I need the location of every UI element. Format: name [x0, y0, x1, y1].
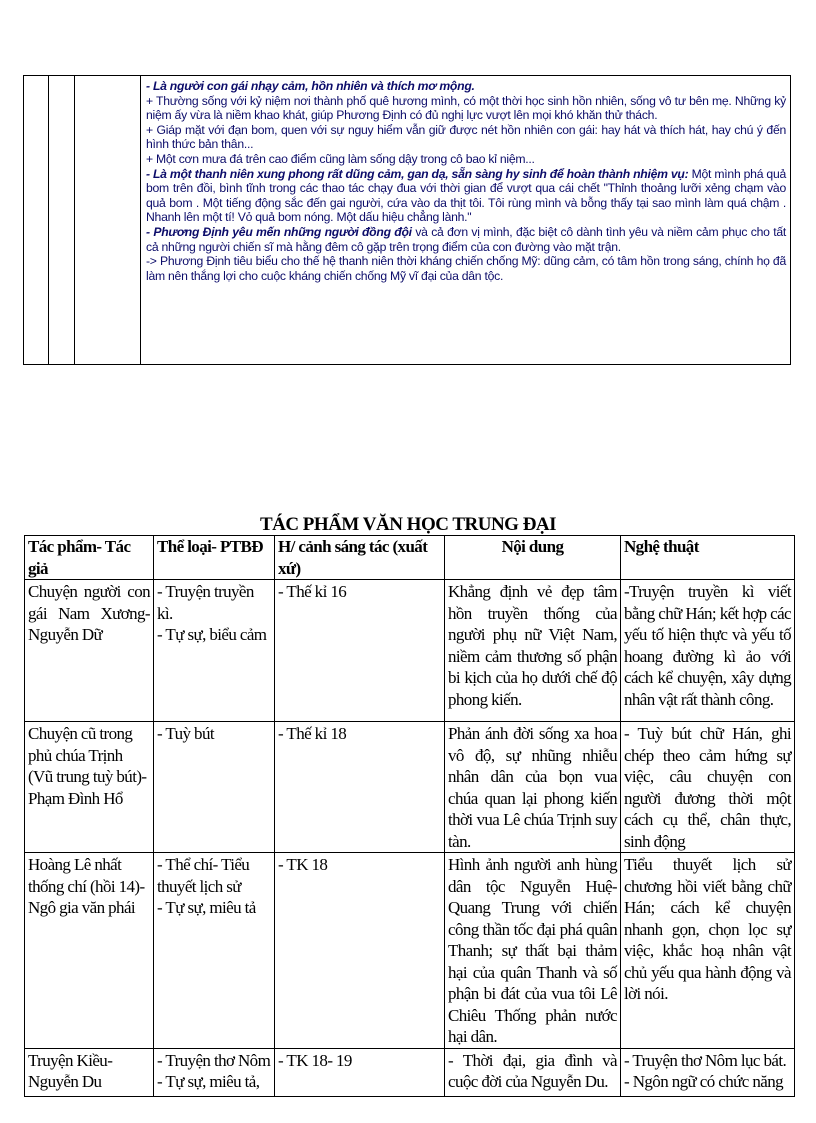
header-context: H/ cảnh sáng tác (xuất xứ): [275, 536, 445, 580]
top-paragraph: - Là người con gái nhạy cảm, hồn nhiên và thích mơ mộng.: [146, 79, 475, 93]
cell-art: - Tuỳ bút chữ Hán, ghi chép theo cảm hứng sự việc, câu chuyện con người đương thời một cách cụ thể, chân thực, sinh động: [621, 722, 795, 853]
cell-context: - TK 18- 19: [275, 1048, 445, 1096]
top-table-content: [146, 79, 786, 283]
cell-work: Truyện Kiều- Nguyễn Du: [25, 1048, 154, 1096]
header-art: Nghệ thuật: [621, 536, 795, 580]
cell-context: - Thế kỉ 18: [275, 722, 445, 853]
cell-context: - Thế kỉ 16: [275, 580, 445, 722]
top-table-col-2: [49, 76, 75, 364]
literature-table: [24, 535, 795, 1097]
cell-work: Chuyện người con gái Nam Xương- Nguyễn Dữ: [25, 580, 154, 722]
top-table-col-3: [75, 76, 141, 364]
cell-content: Khẳng định vẻ đẹp tâm hồn truyền thống của người phụ nữ Việt Nam, niềm cảm thương số phận bi kịch của họ dưới chế độ phong kiến.: [445, 580, 621, 722]
cell-content: Phản ánh đời sống xa hoa vô độ, sự nhũng nhiễu nhân dân của bọn vua chúa quan lại phong kiến thời vua Lê chúa Trịnh suy tàn.: [445, 722, 621, 853]
top-paragraph: + Giáp mặt với đạn bom, quen với sự nguy hiểm vẫn giữ được nét hồn nhiên con gái: hay hát và thích hát, hay chú ý đến hình thức bản thân...: [146, 122, 786, 152]
cell-content: - Thời đại, gia đình và cuộc đời của Nguyễn Du.: [445, 1048, 621, 1096]
table-row: [25, 853, 795, 1049]
table-row: [25, 580, 795, 722]
top-paragraph: - Phương Định yêu mến những người đồng đội và cả đơn vị mình, đặc biệt cô dành tình yêu và niềm cảm phục cho tất cả những người chiến sĩ mà hằng đêm cô gặp trên trọng điểm của con đường vào mặt trận.: [146, 224, 786, 254]
header-content: Nội dung: [445, 536, 621, 580]
cell-content: Hình ảnh người anh hùng dân tộc Nguyễn Huệ- Quang Trung với chiến công thần tốc đại phá quân Thanh; sự thất bại thảm hại của quân Thanh và số phận bi đát của vua tôi Lê Chiêu Thống phản nước hại dân.: [445, 853, 621, 1049]
table-row: [25, 1048, 795, 1096]
cell-genre: - Thể chí- Tiểu thuyết lịch sử - Tự sự, miêu tả: [154, 853, 275, 1049]
top-paragraph: - Là một thanh niên xung phong rất dũng cảm, gan dạ, sẵn sàng hy sinh để hoàn thành nhiệm vụ: Một mình phá quả bom trên đồi, bình tĩnh trong các thao tác chạy đua với thời gian để vượt qua cái chết "Thỉnh thoảng lưỡi xẻng chạm vào quả bom . Một tiếng động sắc đến gai người, cứa vào da thịt tôi. Tôi rùng mình và bỗng thấy tại sao mình làm quá chậm . Nhanh lên một tí! Vỏ quả bom nóng. Một dấu hiệu chẳng lành.": [146, 166, 787, 225]
cell-art: Tiểu thuyết lịch sử chương hồi viết bằng chữ Hán; cách kể chuyện nhanh gọn, chọn lọc sự việc, khắc hoạ nhân vật chủ yếu qua hành động và lời nói.: [621, 853, 795, 1049]
cell-work: Hoàng Lê nhất thống chí (hồi 14)- Ngô gia văn phái: [25, 853, 154, 1049]
table-header-row: [25, 536, 795, 580]
cell-genre: - Truyện thơ Nôm - Tự sự, miêu tả,: [154, 1048, 275, 1096]
cell-art: -Truyện truyền kì viết bằng chữ Hán; kết hợp các yếu tố hiện thực và yếu tố hoang đường kì ảo với cách kể chuyện, xây dựng nhân vật rất thành công.: [621, 580, 795, 722]
top-table: [23, 75, 791, 365]
page-title: TÁC PHẨM VĂN HỌC TRUNG ĐẠI: [259, 514, 557, 535]
header-genre: Thể loại- PTBĐ: [154, 536, 275, 580]
top-paragraph: + Một cơn mưa đá trên cao điểm cũng làm sống dậy trong cô bao kỉ niệm...: [146, 151, 535, 166]
top-paragraph: + Thường sống với kỷ niệm nơi thành phố quê hương mình, có một thời học sinh hồn nhiên, sống vô tư bên mẹ. Những kỷ niệm ấy vừa là niềm khao khát, giúp Phương Định có đủ nghị lực vượt lên mọi khó khăn thử thách.: [146, 93, 786, 123]
cell-art: - Truyện thơ Nôm lục bát. - Ngôn ngữ có chức năng: [621, 1048, 795, 1096]
cell-work: Chuyện cũ trong phủ chúa Trịnh (Vũ trung tuỳ bút)- Phạm Đình Hổ: [25, 722, 154, 853]
header-work-author: Tác phẩm- Tác giả: [25, 536, 154, 580]
cell-genre: - Truyện truyền kì. - Tự sự, biểu cảm: [154, 580, 275, 722]
cell-context: - TK 18: [275, 853, 445, 1049]
top-paragraph: -> Phương Định tiêu biểu cho thế hệ thanh niên thời kháng chiến chống Mỹ: dũng cảm, có tâm hồn trong sáng, chính họ đã làm nên thắng lợi cho cuộc kháng chiến chống Mỹ vĩ đại của dân tộc.: [146, 254, 786, 283]
table-row: [25, 722, 795, 853]
top-table-col-1: [24, 76, 49, 364]
cell-genre: - Tuỳ bút: [154, 722, 275, 853]
